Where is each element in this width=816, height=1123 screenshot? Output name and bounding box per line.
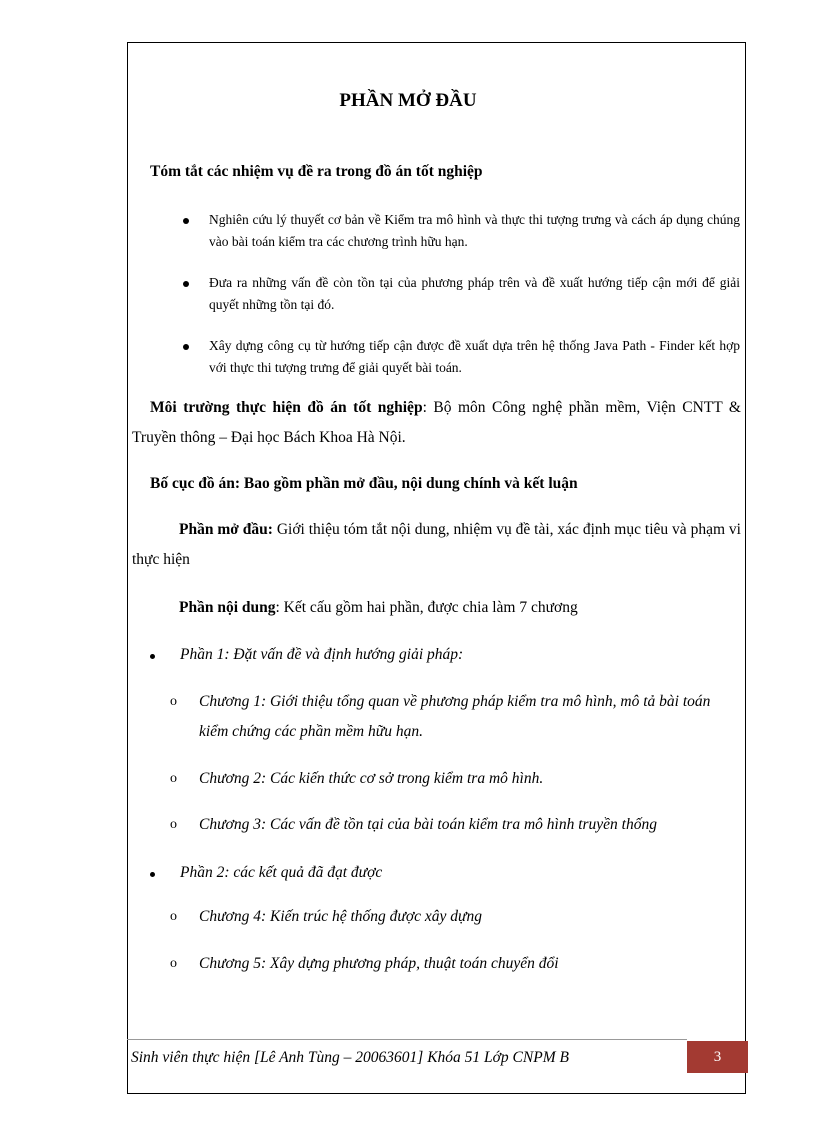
bullet-icon <box>183 281 189 287</box>
intro-paragraph: Phần mở đầu: Giới thiệu tóm tắt nội dung, nhiệm vụ đề tài, xác định mục tiêu và phạm vi thực hiện <box>132 521 741 568</box>
circle-bullet-icon: o <box>170 956 177 971</box>
page-title: PHẦN MỞ ĐẦU <box>339 90 477 111</box>
chapter-item: o Chương 1: Giới thiệu tổng quan về phương pháp kiểm tra mô hình, mô tả bài toán kiểm chứng các phần mềm hữu hạn. <box>170 687 742 747</box>
part-2-item: Phần 2: các kết quả đã đạt được <box>150 864 382 882</box>
tasks-heading: Tóm tắt các nhiệm vụ đề ra trong đồ án tốt nghiệp <box>150 163 483 180</box>
chapter-item: o Chương 3: Các vấn đề tồn tại của bài toán kiểm tra mô hình truyền thống <box>170 810 742 840</box>
circle-bullet-icon: o <box>170 694 177 709</box>
bullet-icon <box>150 654 155 659</box>
environment-paragraph: Môi trường thực hiện đồ án tốt nghiệp: Bộ môn Công nghệ phần mềm, Viện CNTT & Truyền thông – Đại học Bách Khoa Hà Nội. <box>132 399 741 446</box>
circle-bullet-icon: o <box>170 909 177 924</box>
page-number: 3 <box>687 1041 748 1073</box>
task-item: Xây dựng công cụ từ hướng tiếp cận được đề xuất dựa trên hệ thống Java Path - Finder kết hợp với thực thi tượng trưng để giải quyết bài toán. <box>183 335 740 379</box>
chapter-item: o Chương 2: Các kiến thức cơ sở trong kiểm tra mô hình. <box>170 764 742 794</box>
bullet-icon <box>183 344 189 350</box>
footer-text: Sinh viên thực hiện [Lê Anh Tùng – 20063601] Khóa 51 Lớp CNPM B <box>131 1049 569 1066</box>
circle-bullet-icon: o <box>170 817 177 832</box>
part-1-item: Phần 1: Đặt vấn đề và định hướng giải pháp: <box>150 646 463 664</box>
circle-bullet-icon: o <box>170 771 177 786</box>
chapter-item: o Chương 4: Kiến trúc hệ thống được xây dựng <box>170 902 742 932</box>
bullet-icon <box>150 872 155 877</box>
task-item: Đưa ra những vấn đề còn tồn tại của phương pháp trên và đề xuất hướng tiếp cận mới để giải quyết những tồn tại đó. <box>183 272 740 316</box>
footer-divider <box>127 1039 687 1040</box>
task-item: Nghiên cứu lý thuyết cơ bản về Kiểm tra mô hình và thực thi tượng trưng và cách áp dụng chúng vào bài toán kiểm tra các chương trình hữu hạn. <box>183 209 740 253</box>
content-paragraph: Phần nội dung: Kết cấu gồm hai phần, được chia làm 7 chương <box>179 599 578 616</box>
chapter-item: o Chương 5: Xây dựng phương pháp, thuật toán chuyển đổi <box>170 949 742 979</box>
bullet-icon <box>183 218 189 224</box>
layout-heading: Bố cục đồ án: Bao gồm phần mở đầu, nội dung chính và kết luận <box>150 475 578 492</box>
